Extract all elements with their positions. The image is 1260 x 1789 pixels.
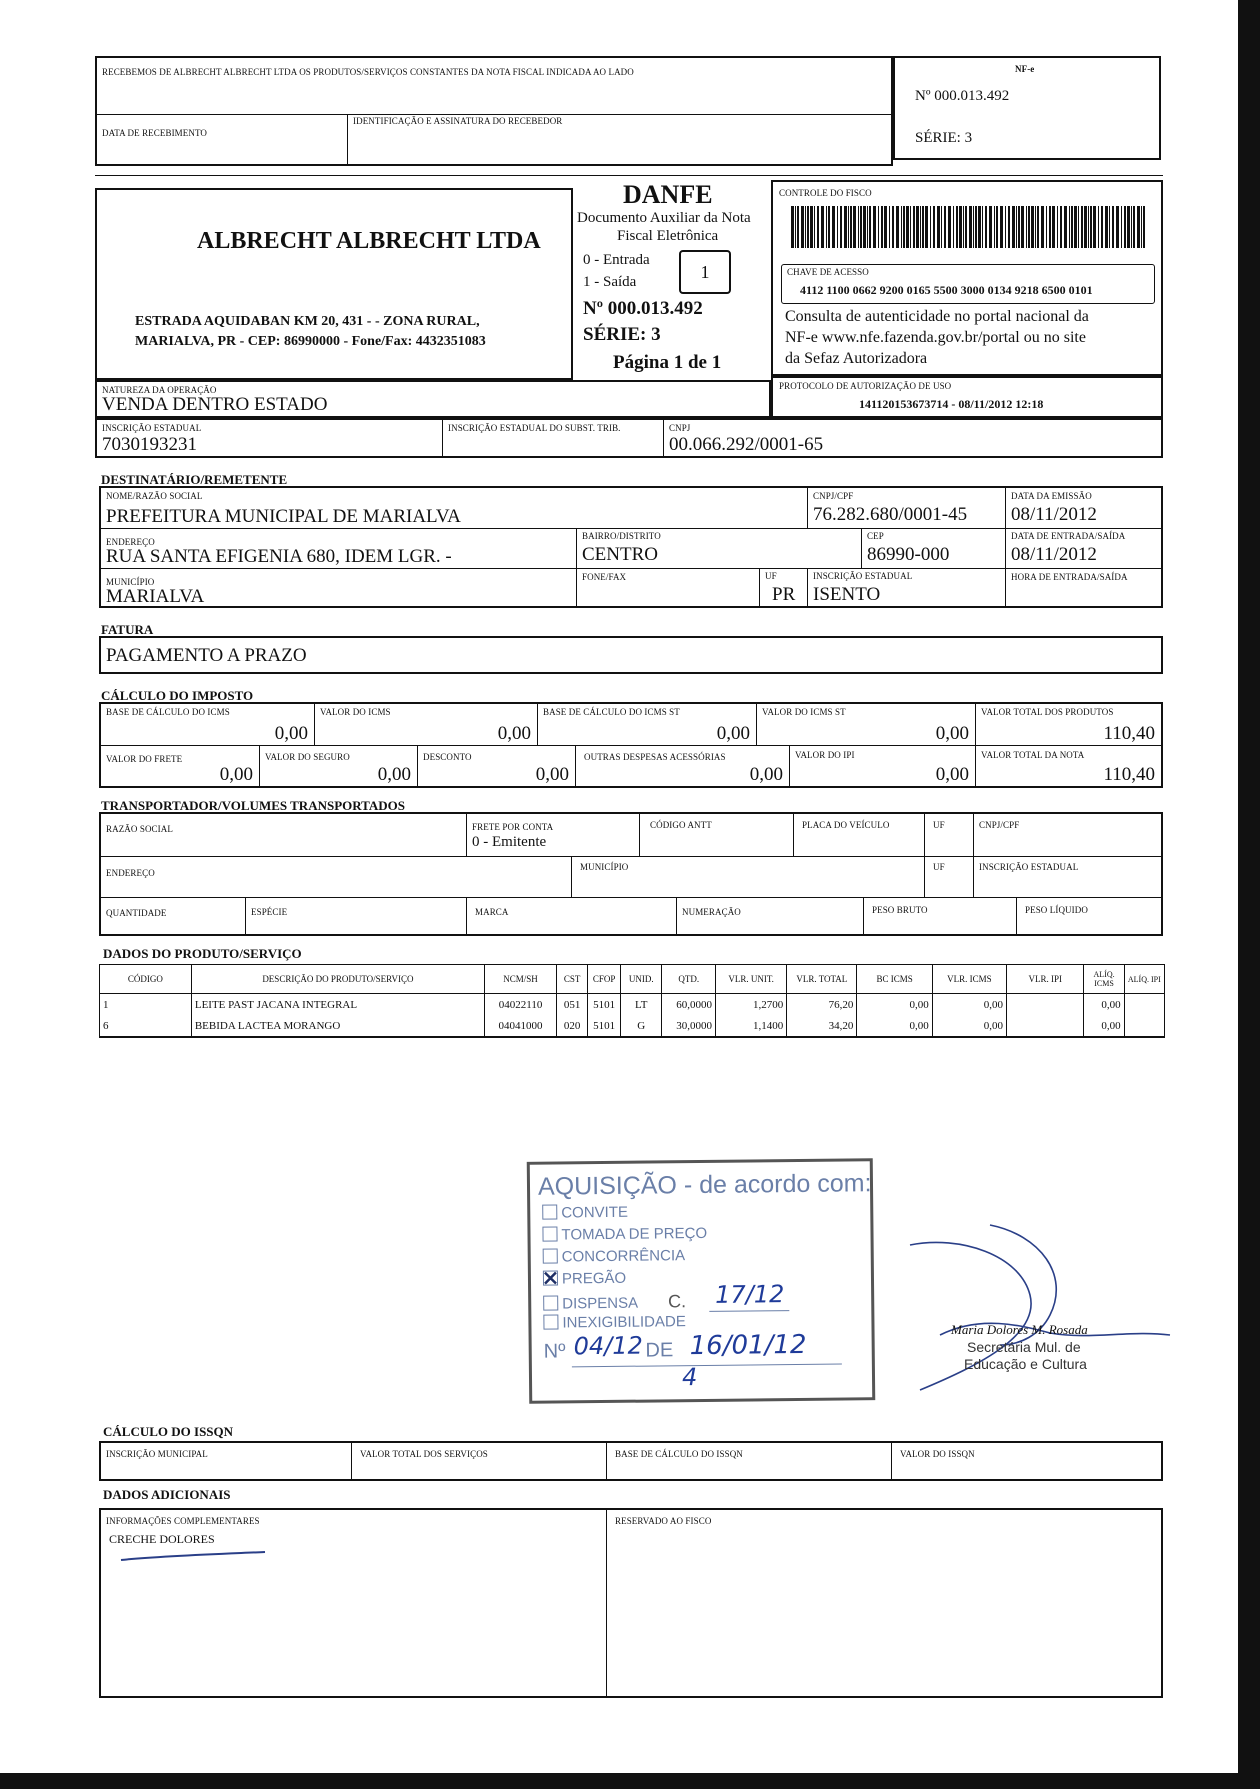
- cell-unit: G: [621, 1015, 662, 1037]
- consult-1: Consulta de autenticidade no portal nacional da: [785, 308, 1089, 325]
- issuer-address-2: MARIALVA, PR - CEP: 86990000 - Fone/Fax: 4432351083: [135, 334, 486, 349]
- carrier-ie-label: INSCRIÇÃO ESTADUAL: [979, 862, 1079, 872]
- stamp-title: AQUISIÇÃO - de acordo com:: [537, 1169, 872, 1201]
- tax-box: [99, 702, 1163, 788]
- danfe-subtitle-1: Documento Auxiliar da Nota: [577, 210, 751, 226]
- cep-value: 86990-000: [867, 544, 950, 565]
- insurance-label: VALOR DO SEGURO: [265, 752, 350, 762]
- recipient-ie: ISENTO: [813, 584, 881, 605]
- base-icms-label: BASE DE CÁLCULO DO ICMS: [106, 707, 230, 717]
- danfe-page: Página 1 de 1: [613, 352, 722, 373]
- cell-cst: 051: [557, 994, 588, 1016]
- issqn-box: [99, 1441, 1163, 1481]
- danfe-number: Nº 000.013.492: [583, 298, 703, 319]
- cell-ncm: 04041000: [484, 1015, 556, 1037]
- stamp-date-value: 16/01/12: [689, 1329, 807, 1362]
- total-label: VALOR TOTAL DA NOTA: [981, 750, 1085, 760]
- issuer-box: [95, 188, 573, 380]
- antt-label: CÓDIGO ANTT: [650, 820, 712, 830]
- recipient-ie-label: INSCRIÇÃO ESTADUAL: [813, 571, 913, 581]
- stamp-option-dispensa: DISPENSA C.: [543, 1291, 686, 1313]
- stamp-option-concorrencia: CONCORRÊNCIA: [543, 1247, 686, 1265]
- reserved-fisco-label: RESERVADO AO FISCO: [615, 1516, 712, 1526]
- invoice-box: [99, 636, 1163, 674]
- cell-total-value: 34,20: [787, 1015, 857, 1037]
- carrier-city-label: MUNICÍPIO: [580, 862, 629, 872]
- complementary-info-label: INFORMAÇÕES COMPLEMENTARES: [106, 1516, 260, 1526]
- stamp-date-underline: [572, 1364, 842, 1368]
- icms-label: VALOR DO ICMS: [320, 707, 391, 717]
- fisco-control-label: CONTROLE DO FISCO: [779, 188, 872, 198]
- issqn-value-label: VALOR DO ISSQN: [900, 1449, 975, 1459]
- col-unit: UNID.: [621, 965, 662, 994]
- receipt-signature-label: IDENTIFICAÇÃO E ASSINATURA DO RECEBEDOR: [353, 116, 563, 126]
- city-value: MARIALVA: [106, 586, 205, 607]
- stamp-number-value: 04/12: [573, 1331, 643, 1361]
- danfe-subtitle-2: Fiscal Eletrônica: [617, 228, 719, 244]
- entry-date: 08/11/2012: [1011, 544, 1097, 565]
- protocol-box: [771, 376, 1163, 418]
- cell-ncm: 04022110: [484, 994, 556, 1016]
- recipient-address: RUA SANTA EFIGENIA 680, IDEM LGR. -: [106, 546, 452, 567]
- entry-date-label: DATA DE ENTRADA/SAÍDA: [1011, 531, 1126, 541]
- carrier-name-label: RAZÃO SOCIAL: [106, 824, 173, 834]
- receipt-nfe-label: NF-e: [1015, 64, 1035, 74]
- recipient-box: [99, 486, 1163, 608]
- additional-box: [99, 1508, 1163, 1698]
- cell-unit-value: 1,1400: [716, 1015, 787, 1037]
- stamp-option-pregao: PREGÃO: [543, 1270, 626, 1288]
- cell-qty: 60,0000: [662, 994, 716, 1016]
- products-table: [99, 964, 1165, 1038]
- acquisition-stamp: [527, 1158, 876, 1404]
- invoice-value: PAGAMENTO A PRAZO: [106, 645, 307, 666]
- recipient-uf-label: UF: [765, 571, 777, 581]
- danfe-serie: SÉRIE: 3: [583, 324, 661, 345]
- net-weight-label: PESO LÍQUIDO: [1025, 905, 1088, 915]
- receipt-date-label: DATA DE RECEBIMENTO: [102, 128, 208, 138]
- receipt-text: RECEBEMOS DE ALBRECHT ALBRECHT LTDA OS PRODUTOS/SERVIÇOS CONSTANTES DA NOTA FISCAL INDICADA AO LADO: [102, 67, 634, 77]
- issqn-section: CÁLCULO DO ISSQN: [103, 1424, 234, 1439]
- transport-section: TRANSPORTADOR/VOLUMES TRANSPORTADOS: [101, 798, 406, 813]
- brand-label: MARCA: [475, 907, 509, 917]
- col-ipi-rate: ALÍQ. IPI: [1124, 965, 1164, 994]
- ipi-label: VALOR DO IPI: [795, 750, 855, 760]
- total-products-value: 110,40: [1103, 723, 1155, 744]
- cell-cfop: 5101: [588, 1015, 621, 1037]
- col-total-value: VLR. TOTAL: [787, 965, 857, 994]
- freight-by-value: 0 - Emitente: [472, 834, 547, 850]
- col-icms-rate: ALÍQ. ICMS: [1084, 965, 1124, 994]
- receipt-serie: SÉRIE: 3: [915, 130, 973, 146]
- entry-hour-label: HORA DE ENTRADA/SAÍDA: [1011, 572, 1128, 582]
- checkbox-icon: [543, 1248, 558, 1263]
- complementary-info: CRECHE DOLORES: [109, 1532, 215, 1546]
- freight-value: 0,00: [219, 764, 253, 785]
- cell-code: 6: [100, 1015, 192, 1037]
- access-key-box: [781, 264, 1155, 304]
- stamp-c-underline: [709, 1310, 789, 1312]
- receipt-stub: [95, 56, 893, 166]
- consult-2: NF-e www.nfe.fazenda.gov.br/portal ou no site: [785, 329, 1086, 346]
- freight-by-label: FRETE POR CONTA: [472, 822, 554, 832]
- cell-bc-icms: 0,00: [857, 1015, 932, 1037]
- tax-section: CÁLCULO DO IMPOSTO: [101, 688, 254, 703]
- checkbox-icon: [543, 1314, 558, 1329]
- cell-unit-value: 1,2700: [716, 994, 787, 1016]
- ie-row: [95, 418, 1163, 458]
- col-unit-value: VLR. UNIT.: [716, 965, 787, 994]
- recipient-name: PREFEITURA MUNICIPAL DE MARIALVA: [106, 506, 461, 527]
- stamp-c-value: 17/12: [714, 1280, 785, 1309]
- table-row: [100, 1015, 1165, 1037]
- cell-ipi-rate: [1124, 1015, 1164, 1037]
- cell-qty: 30,0000: [662, 1015, 716, 1037]
- receipt-number: Nº 000.013.492: [915, 88, 1010, 104]
- issuer-cnpj-label: CNPJ: [669, 423, 691, 433]
- cell-cst: 020: [557, 1015, 588, 1037]
- danfe-box: [573, 180, 771, 380]
- base-st-value: 0,00: [716, 723, 750, 744]
- cep-label: CEP: [867, 531, 884, 541]
- base-st-label: BASE DE CÁLCULO DO ICMS ST: [543, 707, 680, 717]
- col-cfop: CFOP: [588, 965, 621, 994]
- ie-value: 7030193231: [102, 434, 197, 455]
- additional-section: DADOS ADICIONAIS: [103, 1487, 231, 1502]
- col-ipi-value: VLR. IPI: [1007, 965, 1084, 994]
- protocol-value: 141120153673714 - 08/11/2012 12:18: [859, 397, 1044, 411]
- cut-line: [95, 175, 1163, 176]
- gross-weight-label: PESO BRUTO: [872, 905, 928, 915]
- freight-label: VALOR DO FRETE: [106, 754, 183, 764]
- signature-role-2: Educação e Cultura: [964, 1356, 1087, 1372]
- base-icms-value: 0,00: [274, 723, 308, 744]
- issqn-services-label: VALOR TOTAL DOS SERVIÇOS: [360, 1449, 488, 1459]
- other-value: 0,00: [749, 764, 783, 785]
- consult-3: da Sefaz Autorizadora: [785, 350, 928, 367]
- stamp-option-tomada: TOMADA DE PREÇO: [542, 1225, 707, 1244]
- checked-checkbox-icon: [543, 1270, 558, 1285]
- other-label: OUTRAS DESPESAS ACESSÓRIAS: [584, 752, 726, 762]
- cell-ipi-rate: [1124, 994, 1164, 1016]
- col-description: DESCRIÇÃO DO PRODUTO/SERVIÇO: [191, 965, 484, 994]
- carrier-uf2-label: UF: [933, 862, 945, 872]
- cell-ipi-value: [1007, 994, 1084, 1016]
- signature-role-1: Secretária Mul. de: [967, 1339, 1081, 1355]
- nature-value: VENDA DENTRO ESTADO: [102, 394, 328, 415]
- danfe-type-box: 1: [679, 250, 731, 294]
- total-value: 110,40: [1103, 764, 1155, 785]
- icms-st-value: 0,00: [935, 723, 969, 744]
- scan-edge-right: [1238, 0, 1260, 1789]
- issuer-cnpj-value: 00.066.292/0001-65: [669, 434, 824, 455]
- discount-value: 0,00: [535, 764, 569, 785]
- transport-box: [99, 812, 1163, 936]
- scan-edge-bottom: [0, 1773, 1260, 1789]
- numbering-label: NUMERAÇÃO: [682, 907, 741, 917]
- recipient-cnpj: 76.282.680/0001-45: [813, 504, 968, 525]
- discount-label: DESCONTO: [423, 752, 472, 762]
- col-qty: QTD.: [662, 965, 716, 994]
- species-label: ESPÉCIE: [251, 907, 288, 917]
- col-icms-value: VLR. ICMS: [932, 965, 1006, 994]
- recipient-cnpj-label: CNPJ/CPF: [813, 491, 854, 501]
- total-products-label: VALOR TOTAL DOS PRODUTOS: [981, 707, 1114, 717]
- insurance-value: 0,00: [377, 764, 411, 785]
- cell-code: 1: [100, 994, 192, 1016]
- cell-cfop: 5101: [588, 994, 621, 1016]
- cell-total-value: 76,20: [787, 994, 857, 1016]
- phone-label: FONE/FAX: [582, 572, 627, 582]
- cell-icms-value: 0,00: [932, 994, 1006, 1016]
- col-code: CÓDIGO: [100, 965, 192, 994]
- col-bc-icms: BC ICMS: [857, 965, 932, 994]
- protocol-label: PROTOCOLO DE AUTORIZAÇÃO DE USO: [779, 381, 952, 391]
- recipient-name-label: NOME/RAZÃO SOCIAL: [106, 491, 203, 501]
- checkbox-icon: [542, 1205, 557, 1220]
- emission-date: 08/11/2012: [1011, 504, 1097, 525]
- signature-name: Maria Dolores M. Rosada: [951, 1322, 1088, 1337]
- handwritten-underline: [119, 1550, 269, 1564]
- cell-icms-rate: 0,00: [1084, 1015, 1124, 1037]
- cell-description: LEITE PAST JACANA INTEGRAL: [191, 994, 484, 1016]
- cell-description: BEBIDA LACTEA MORANGO: [191, 1015, 484, 1037]
- checkbox-icon: [543, 1295, 558, 1310]
- cell-bc-icms: 0,00: [857, 994, 932, 1016]
- col-ncm: NCM/SH: [484, 965, 556, 994]
- nature-box: [95, 380, 771, 418]
- cell-ipi-value: [1007, 1015, 1084, 1037]
- cell-icms-rate: 0,00: [1084, 994, 1124, 1016]
- checkbox-icon: [542, 1227, 557, 1242]
- icms-value: 0,00: [497, 723, 531, 744]
- issqn-base-label: BASE DE CÁLCULO DO ISSQN: [615, 1449, 743, 1459]
- barcode: [791, 206, 1147, 248]
- ie-st-label: INSCRIÇÃO ESTADUAL DO SUBST. TRIB.: [448, 423, 621, 433]
- emission-date-label: DATA DA EMISSÃO: [1011, 491, 1092, 501]
- carrier-uf-label: UF: [933, 820, 945, 830]
- invoice-section: FATURA: [101, 622, 154, 637]
- stamp-number-line: Nº DE: [543, 1339, 674, 1363]
- issuer-address-1: ESTRADA AQUIDABAN KM 20, 431 - - ZONA RURAL,: [135, 314, 480, 329]
- danfe-saida: 1 - Saída: [583, 274, 637, 290]
- recipient-uf: PR: [772, 584, 796, 605]
- quantity-label: QUANTIDADE: [106, 908, 167, 918]
- carrier-cnpj-label: CNPJ/CPF: [979, 820, 1020, 830]
- stamp-option-inexigibilidade: INEXIGIBILIDADE: [543, 1313, 686, 1331]
- access-key: 4112 1100 0662 9200 0165 5500 3000 0134 9218 6500 0101: [800, 283, 1093, 297]
- ipi-value: 0,00: [935, 764, 969, 785]
- products-section: DADOS DO PRODUTO/SERVIÇO: [103, 946, 302, 961]
- stamp-option-convite: CONVITE: [542, 1204, 628, 1222]
- danfe-title: DANFE: [623, 180, 713, 209]
- district-value: CENTRO: [582, 544, 658, 565]
- issuer-name: ALBRECHT ALBRECHT LTDA: [197, 228, 541, 254]
- stamp-mark: 4: [681, 1363, 698, 1392]
- nature-label: NATUREZA DA OPERAÇÃO: [102, 385, 217, 395]
- table-row: [100, 994, 1165, 1016]
- fisco-box: [771, 180, 1163, 376]
- receipt-nfe-box: [893, 56, 1161, 160]
- cell-icms-value: 0,00: [932, 1015, 1006, 1037]
- district-label: BAIRRO/DISTRITO: [582, 531, 661, 541]
- cell-unit: LT: [621, 994, 662, 1016]
- access-key-label: CHAVE DE ACESSO: [787, 267, 869, 277]
- col-cst: CST: [557, 965, 588, 994]
- danfe-entrada: 0 - Entrada: [583, 252, 650, 268]
- city-label: MUNICÍPIO: [106, 577, 155, 587]
- ie-label: INSCRIÇÃO ESTADUAL: [102, 423, 202, 433]
- products-header-row: [100, 965, 1165, 994]
- plate-label: PLACA DO VEÍCULO: [802, 820, 890, 830]
- icms-st-label: VALOR DO ICMS ST: [762, 707, 846, 717]
- recipient-address-label: ENDEREÇO: [106, 537, 155, 547]
- carrier-address-label: ENDEREÇO: [106, 868, 155, 878]
- issqn-im-label: INSCRIÇÃO MUNICIPAL: [106, 1449, 208, 1459]
- recipient-section: DESTINATÁRIO/REMETENTE: [101, 472, 288, 487]
